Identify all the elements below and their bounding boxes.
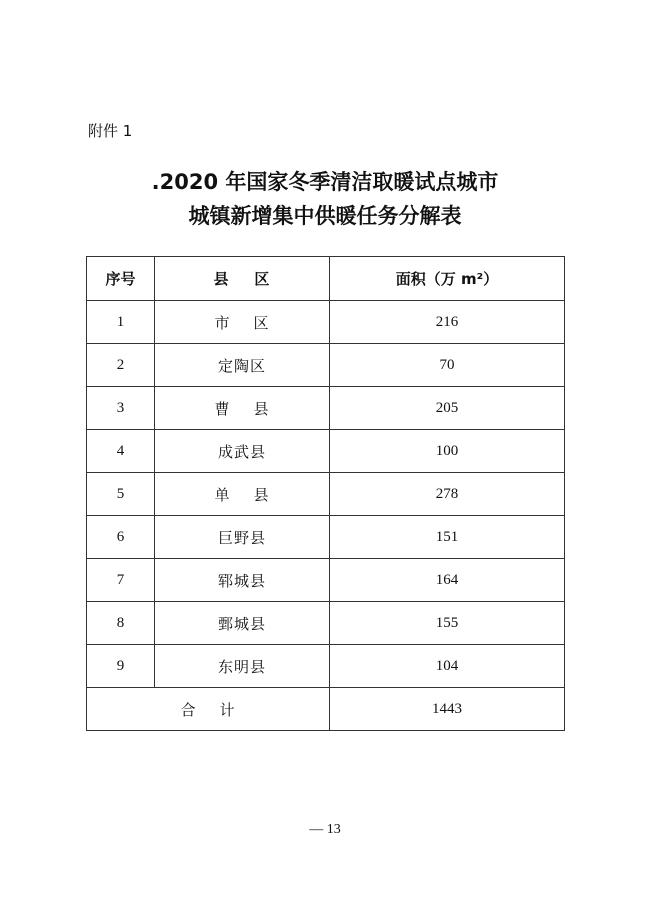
row-county: 郓城县 (155, 559, 330, 602)
table-row (87, 301, 565, 344)
row-seq: 1 (87, 301, 155, 344)
row-area: 278 (330, 473, 565, 516)
row-county: 市 区 (155, 301, 330, 344)
row-area: 155 (330, 602, 565, 645)
row-seq: 8 (87, 602, 155, 645)
row-seq: 7 (87, 559, 155, 602)
table-body (87, 301, 565, 688)
row-county: 东明县 (155, 645, 330, 688)
total-area: 1443 (330, 688, 565, 731)
header-area: 面积（万 m²） (330, 257, 565, 301)
table-row (87, 344, 565, 387)
table-row (87, 602, 565, 645)
table-row (87, 559, 565, 602)
row-county: 单 县 (155, 473, 330, 516)
table-header-row (87, 257, 565, 301)
table-row (87, 430, 565, 473)
document-title (0, 165, 650, 233)
row-area: 104 (330, 645, 565, 688)
header-seq: 序号 (87, 257, 155, 301)
row-area: 205 (330, 387, 565, 430)
row-seq: 5 (87, 473, 155, 516)
row-county: 曹 县 (155, 387, 330, 430)
total-label: 合 计 (87, 688, 330, 731)
row-county: 巨野县 (155, 516, 330, 559)
row-county: 成武县 (155, 430, 330, 473)
title-line-2: 城镇新增集中供暖任务分解表 (188, 204, 462, 228)
row-seq: 4 (87, 430, 155, 473)
row-seq: 2 (87, 344, 155, 387)
task-table (86, 256, 565, 731)
header-county: 县 区 (155, 257, 330, 301)
row-area: 164 (330, 559, 565, 602)
table-row (87, 387, 565, 430)
row-seq: 3 (87, 387, 155, 430)
row-county: 鄄城县 (155, 602, 330, 645)
row-area: 70 (330, 344, 565, 387)
row-area: 151 (330, 516, 565, 559)
row-county: 定陶区 (155, 344, 330, 387)
attachment-label: 附件 1 (88, 122, 133, 140)
row-seq: 9 (87, 645, 155, 688)
table-row (87, 516, 565, 559)
page-number: — 13 (309, 822, 341, 837)
total-row (87, 688, 565, 731)
table-row (87, 645, 565, 688)
title-line-1: .2020 年国家冬季清洁取暖试点城市 (151, 170, 499, 194)
row-seq: 6 (87, 516, 155, 559)
row-area: 216 (330, 301, 565, 344)
row-area: 100 (330, 430, 565, 473)
table-row (87, 473, 565, 516)
